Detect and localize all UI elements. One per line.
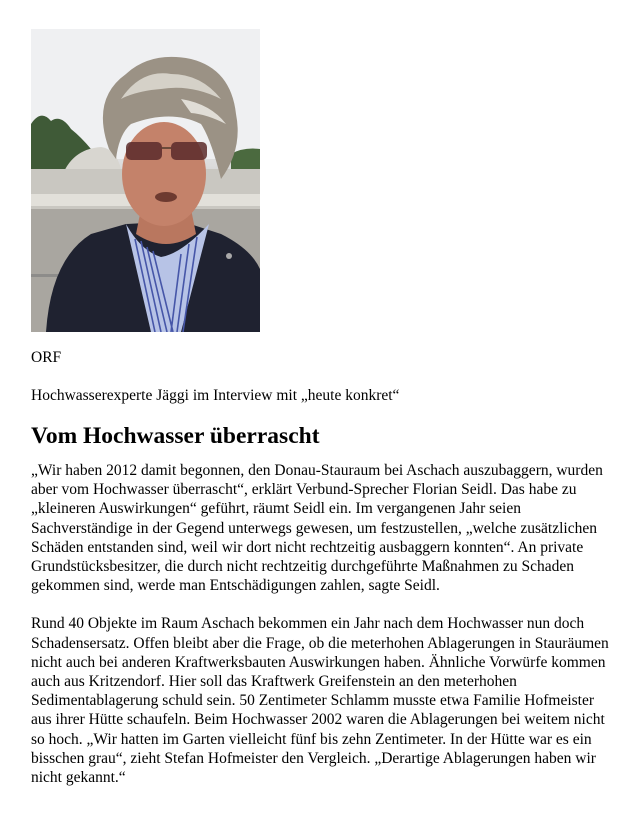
text-line: Grundstücksbesitzer, die durch nicht rechtzeitig durchgeführte Maßnahmen zu Schaden — [31, 558, 574, 576]
text-line: aber vom Hochwasser überrascht“, erklärt Verbund-Sprecher Florian Seidl. Das habe zu — [31, 481, 577, 499]
text-line: „Wir haben 2012 damit begonnen, den Donau-Stauraum bei Aschach auszubaggern, wurden — [31, 462, 603, 479]
text-line: auch aus Kritzendorf. Hier soll das Kraftwerk Greifenstein an den meterhohen — [31, 673, 517, 691]
text-line: nicht auch bei anderen Kraftwerksbauten Auswirkungen haben. Ähnliche Vorwürfe kommen — [31, 653, 606, 671]
text-line: nicht gekannt.“ — [31, 769, 126, 787]
text-line: so hoch. „Wir hatten im Garten vielleicht fünf bis zehn Zentimeter. In der Hütte war es ein — [31, 730, 592, 748]
article-paragraph — [31, 614, 621, 787]
text-line: Schadensersatz. Offen bleibt aber die Frage, ob die meterhohen Ablagerungen in Stauräumen — [31, 634, 609, 652]
photo-caption: Hochwasserexperte Jäggi im Interview mit „heute konkret“ — [31, 387, 400, 404]
text-line: gekommen sind, werde man Entschädigungen zahlen, sagte Seidl. — [31, 577, 440, 595]
text-line: Schäden entstanden sind, weil wir dort nicht rechtzeitig ausbaggern konnten“. An private — [31, 538, 584, 556]
text-line: Sachverständige in der Gegend unterwegs gewesen, um festzustellen, „welche zusätzlichen — [31, 519, 597, 537]
text-line: bisschen grau“, zieht Stefan Hofmeister den Vergleich. „Derartige Ablagerungen haben wir — [31, 749, 596, 767]
portrait-illustration — [31, 29, 260, 332]
text-line: Rund 40 Objekte im Raum Aschach bekommen ein Jahr nach dem Hochwasser nun doch — [31, 615, 585, 633]
photo-credit: ORF — [31, 349, 62, 366]
article-paragraph — [31, 461, 621, 595]
article-headline: Vom Hochwasser überrascht — [31, 423, 320, 449]
article-body — [31, 461, 621, 806]
text-line: „kleineren Auswirkungen“ geführt, räumt Seidl ein. Im vergangenen Jahr seien — [31, 500, 521, 518]
text-line: Sedimentablagerung schuld sein. 50 Zentimeter Schlamm musste etwa Familie Hofmeister — [31, 692, 595, 710]
text-line: aus ihrer Hütte schaufeln. Beim Hochwasser 2002 waren die Ablagerungen bei weitem nicht — [31, 711, 605, 729]
article-photo — [31, 29, 260, 332]
